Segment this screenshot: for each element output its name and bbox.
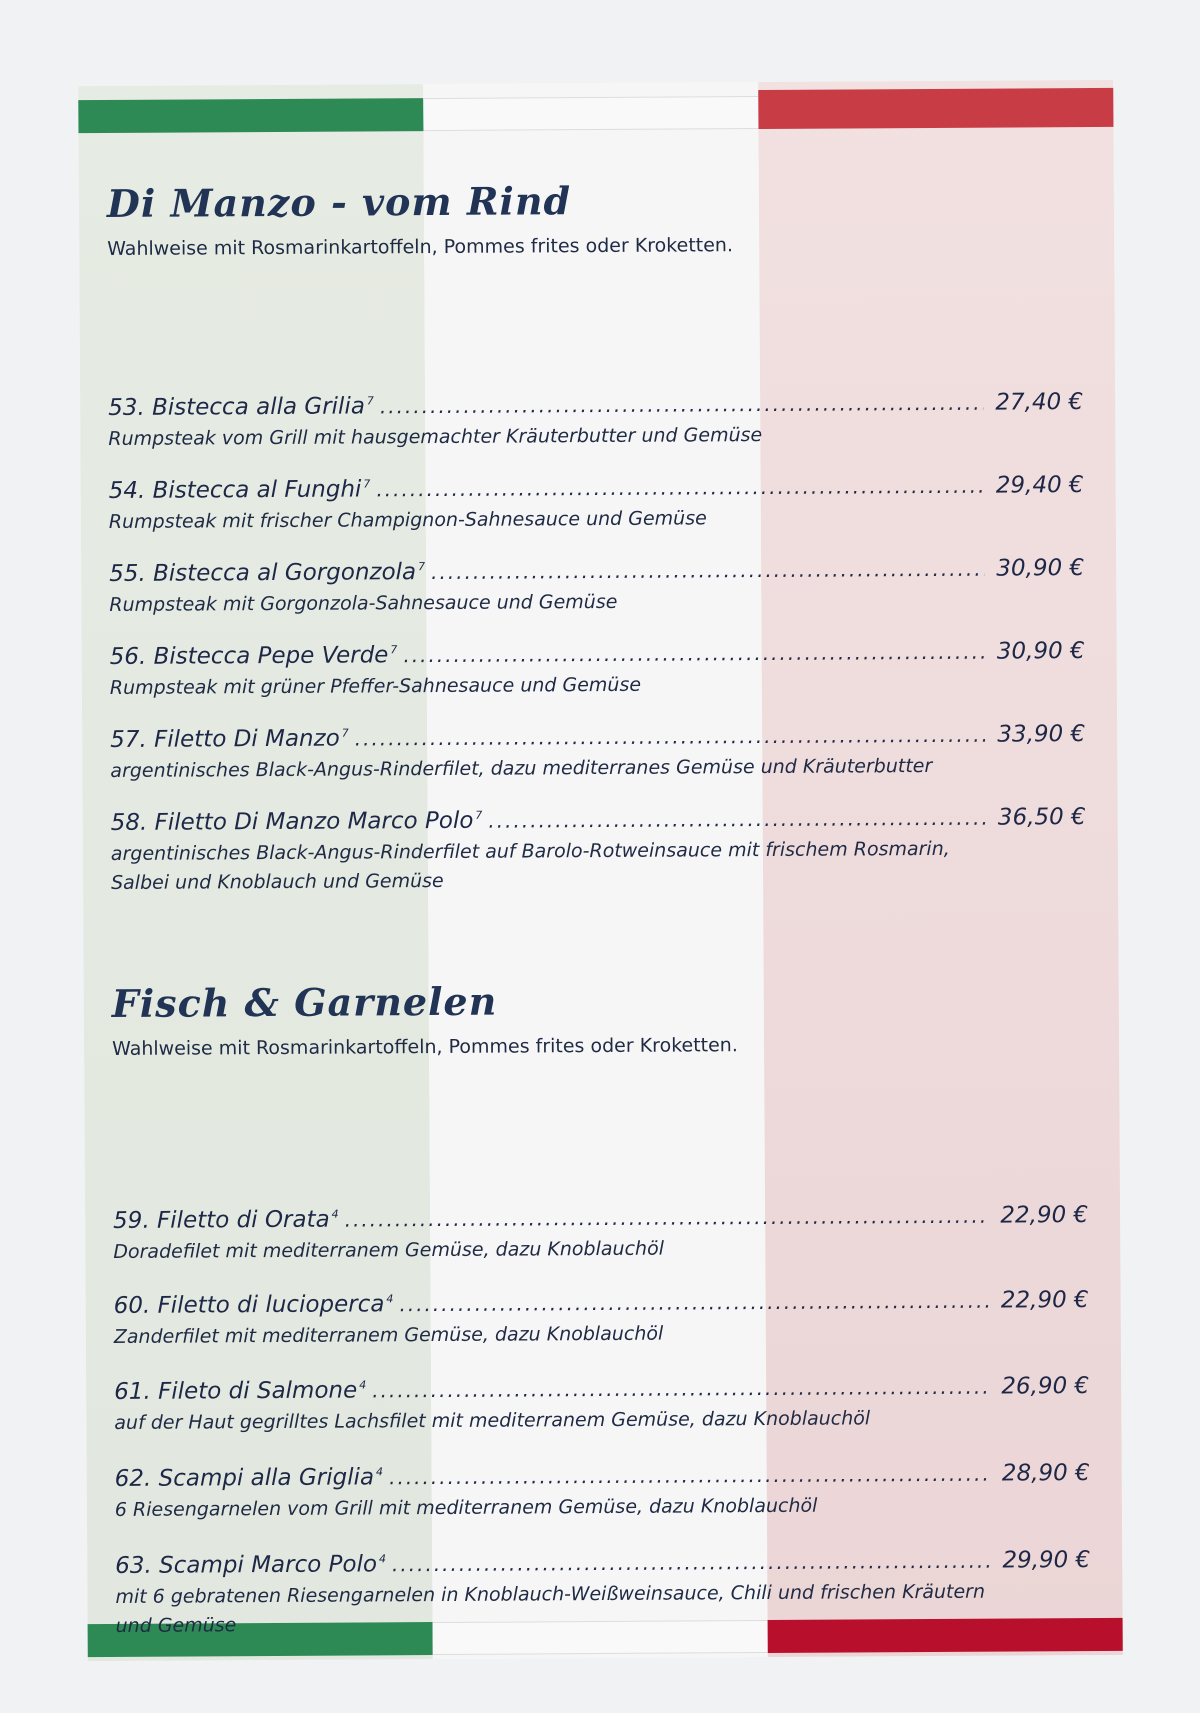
dot-leader [372, 1375, 989, 1403]
item-name: 53. Bistecca alla Grilia [108, 393, 365, 421]
item-description: Rumpsteak mit frischer Champignon-Sahnesauce und Gemüse [108, 507, 707, 533]
item-description: argentinisches Black-Angus-Rinderfilet auf Barolo-Rotweinsauce mit frischem Rosmarin, Salbei und Knoblauch und Gemüse [110, 837, 950, 894]
item-price: 22,90 € [1000, 1202, 1089, 1229]
item-name: 55. Bistecca al Gorgonzola [109, 559, 417, 587]
item-price: 27,40 € [995, 389, 1084, 416]
allergen-note: 4 [331, 1207, 339, 1221]
item-description: Rumpsteak mit Gorgonzola-Sahnesauce und Gemüse [109, 590, 618, 616]
dot-leader [392, 1549, 991, 1577]
menu-item [113, 1202, 1088, 1266]
item-name: 62. Scampi alla Griglia [114, 1464, 375, 1492]
item-name: 57. Filetto Di Manzo [110, 725, 340, 753]
item-name: 60. Filetto di lucioperca [113, 1291, 385, 1319]
top-flag-bar [78, 94, 1113, 133]
allergen-note: 7 [418, 560, 426, 574]
menu-item [110, 638, 1085, 702]
item-description: Zanderfilet mit mediterranem Gemüse, dazu Knoblauchöl [113, 1322, 664, 1348]
item-price: 36,50 € [997, 804, 1086, 831]
menu-item [115, 1460, 1090, 1524]
dot-leader [355, 723, 986, 751]
section-subtitle: Wahlweise mit Rosmarinkartoffeln, Pommes frites oder Kroketten. [112, 1034, 738, 1060]
item-price: 26,90 € [1001, 1373, 1090, 1400]
allergen-note: 4 [359, 1378, 367, 1392]
allergen-note: 7 [363, 477, 371, 491]
item-price: 29,40 € [995, 472, 1084, 499]
dot-leader [345, 1204, 989, 1232]
item-description: auf der Haut gegrilltes Lachsfilet mit mediterranem Gemüse, dazu Knoblauchöl [114, 1407, 871, 1434]
menu-item [109, 555, 1084, 619]
section-beef [107, 175, 1082, 260]
item-name: 61. Fileto di Salmone [114, 1377, 358, 1405]
item-description: Doradefilet mit mediterranem Gemüse, dazu Knoblauchöl [113, 1237, 665, 1263]
allergen-note: 7 [366, 394, 374, 408]
section-title: Di Manzo - vom Rind [106, 178, 572, 227]
item-price: 33,90 € [997, 721, 1086, 748]
item-description: Rumpsteak mit grüner Pfeffer-Sahnesauce und Gemüse [109, 673, 642, 699]
allergen-note: 7 [390, 643, 398, 657]
item-name: 54. Bistecca al Funghi [108, 476, 362, 504]
item-price: 30,90 € [996, 555, 1085, 582]
menu-item [114, 1287, 1089, 1351]
item-name: 63. Scampi Marco Polo [115, 1551, 378, 1579]
item-name: 59. Filetto di Orata [113, 1206, 330, 1234]
item-price: 30,90 € [996, 638, 1085, 665]
section-fish [112, 975, 1087, 1060]
section-title: Fisch & Garnelen [111, 978, 498, 1026]
item-description: 6 Riesengarnelen vom Grill mit mediterranem Gemüse, dazu Knoblauchöl [114, 1494, 818, 1521]
item-description: mit 6 gebratenen Riesengarnelen in Knoblauch-Weißweinsauce, Chili und frischen Kräutern und Gemüse [115, 1580, 986, 1637]
dot-leader [403, 640, 985, 668]
menu-item [115, 1547, 1091, 1640]
item-name: 58. Filetto Di Manzo Marco Polo [110, 807, 474, 836]
menu-item [108, 389, 1083, 453]
item-price: 22,90 € [1000, 1287, 1089, 1314]
dot-leader [376, 474, 984, 502]
dot-leader [431, 557, 984, 584]
menu-item [109, 472, 1084, 536]
item-name: 56. Bistecca Pepe Verde [109, 642, 389, 670]
menu-page [78, 80, 1123, 1661]
item-price: 29,90 € [1002, 1547, 1091, 1574]
menu-item [111, 804, 1087, 897]
allergen-note: 4 [386, 1292, 394, 1306]
section-subtitle: Wahlweise mit Rosmarinkartoffeln, Pommes frites oder Kroketten. [107, 234, 734, 261]
menu-item [110, 721, 1085, 785]
allergen-note: 4 [375, 1465, 384, 1479]
item-description: argentinisches Black-Angus-Rinderfilet, dazu mediterranes Gemüse und Kräuterbutter [110, 754, 933, 782]
menu-item [114, 1373, 1089, 1437]
dot-leader [488, 806, 986, 833]
item-description: Rumpsteak vom Grill mit hausgemachter Kräuterbutter und Gemüse [108, 424, 763, 450]
item-price: 28,90 € [1001, 1460, 1090, 1487]
allergen-note: 4 [378, 1552, 387, 1566]
allergen-note: 7 [475, 809, 483, 823]
dot-leader [380, 391, 984, 419]
dot-leader [389, 1462, 990, 1490]
dot-leader [399, 1289, 989, 1317]
allergen-note: 7 [341, 726, 349, 740]
